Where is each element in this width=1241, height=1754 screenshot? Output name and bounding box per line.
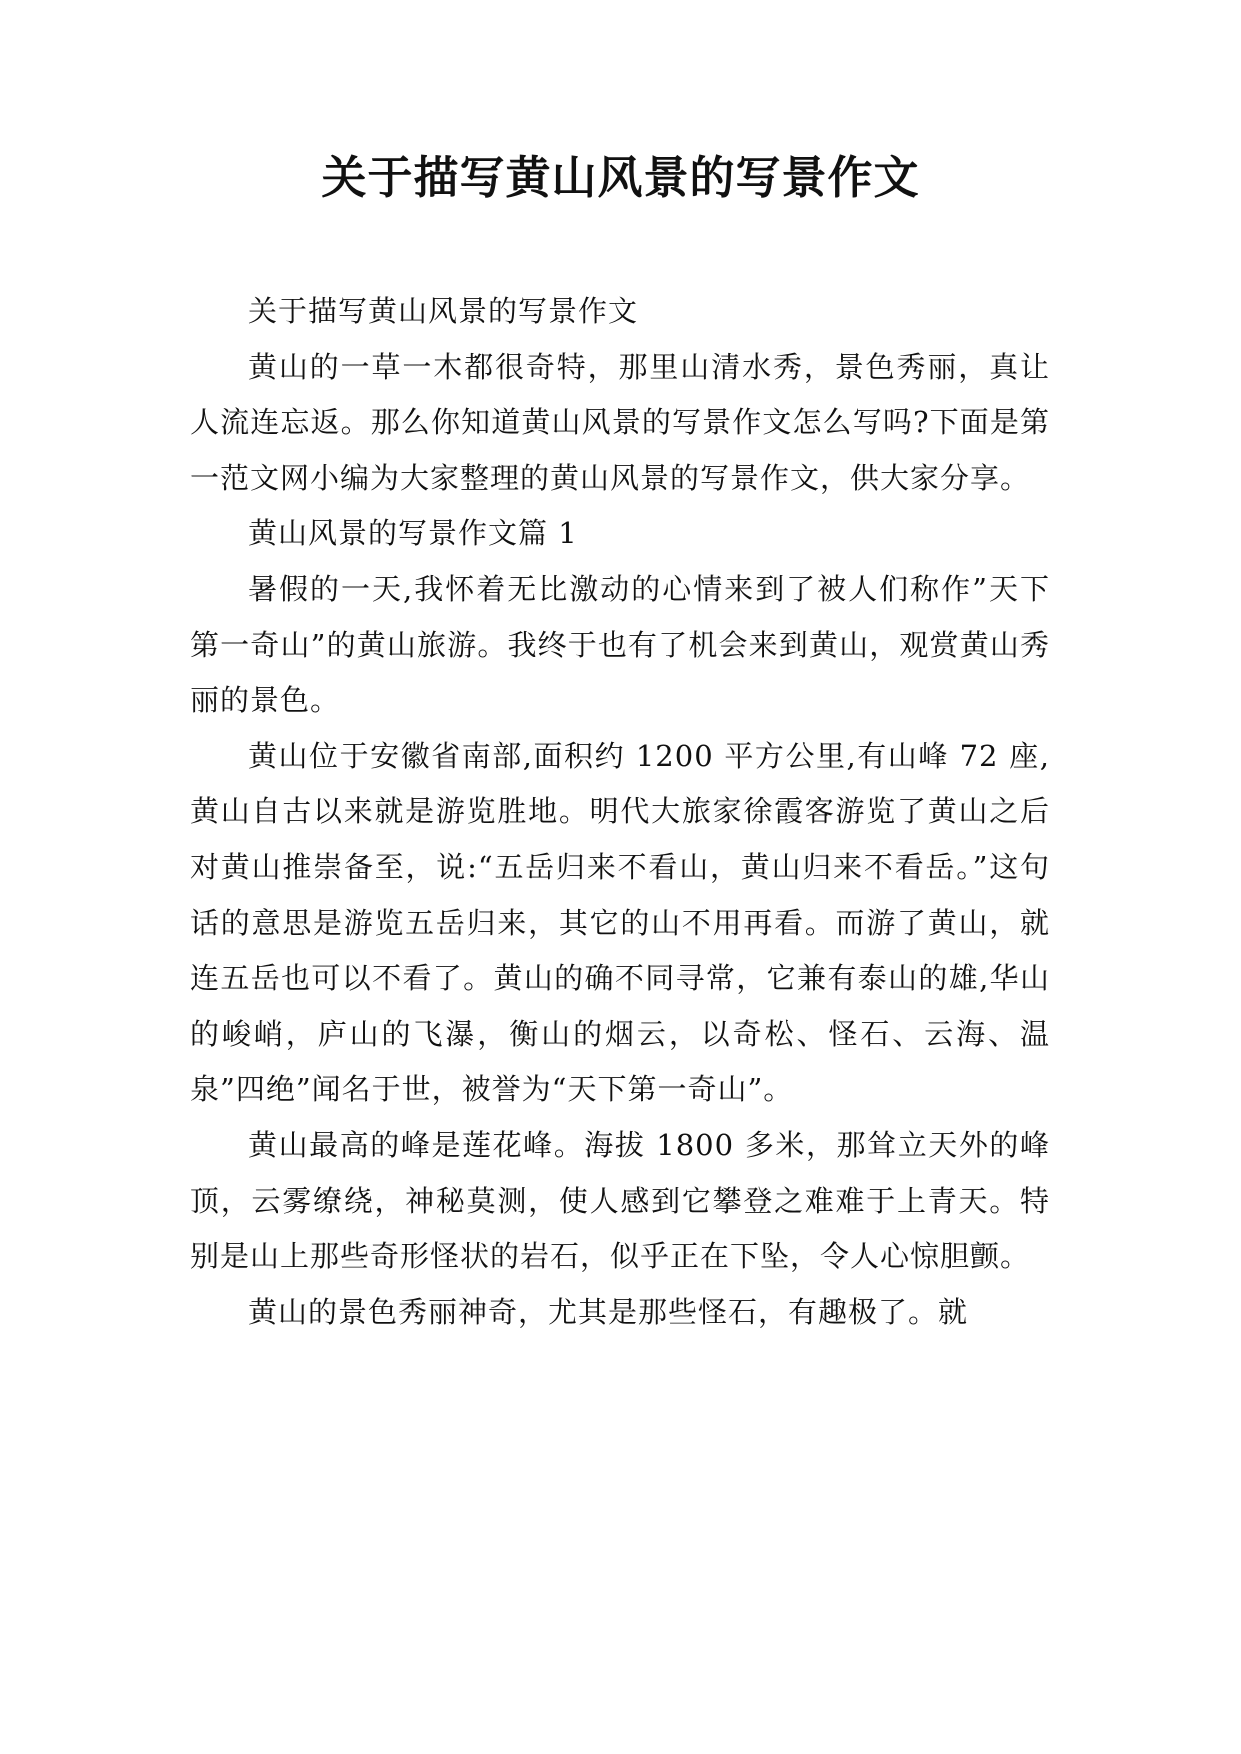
document-body [190,284,1050,1340]
body-paragraph: 黄山的景色秀丽神奇，尤其是那些怪石，有趣极了。就 [248,1294,969,1329]
body-paragraph: 黄山位于安徽省南部,面积约 1200 平方公里,有山峰 72 座,黄山自古以来就是游览胜地。明代大旅家徐霞客游览了黄山之后对黄山推崇备至，说:“五岳归来不看山，黄山归来不看岳。”这句话的意思是游览五岳归来，其它的山不用再看。而游了黄山，就连五岳也可以不看了。黄山的确不同寻常，它兼有泰山的雄,华山的峻峭，庐山的飞瀑，衡山的烟云，以奇松、怪石、云海、温泉”四绝”闻名于世，被誉为“天下第一奇山”。 [190,738,1050,1107]
document-title: 关于描写黄山风景的写景作文 [321,151,920,204]
body-paragraph: 黄山最高的峰是莲花峰。海拔 1800 多米，那耸立天外的峰顶，云雾缭绕，神秘莫测，使人感到它攀登之难难于上青天。特别是山上那些奇形怪状的岩石，似乎正在下坠，令人心惊胆颤。 [190,1127,1050,1274]
section-heading: 黄山风景的写景作文篇 1 [248,516,578,551]
body-paragraph-subtitle: 关于描写黄山风景的写景作文 [248,294,639,328]
body-paragraph: 暑假的一天,我怀着无比激动的心情来到了被人们称作”天下第一奇山”的黄山旅游。我终于也有了机会来到黄山，观赏黄山秀丽的景色。 [190,571,1050,718]
body-paragraph-intro: 黄山的一草一木都很奇特，那里山清水秀，景色秀丽，真让人流连忘返。那么你知道黄山风景的写景作文怎么写吗?下面是第一范文网小编为大家整理的黄山风景的写景作文，供大家分享。 [190,349,1050,495]
